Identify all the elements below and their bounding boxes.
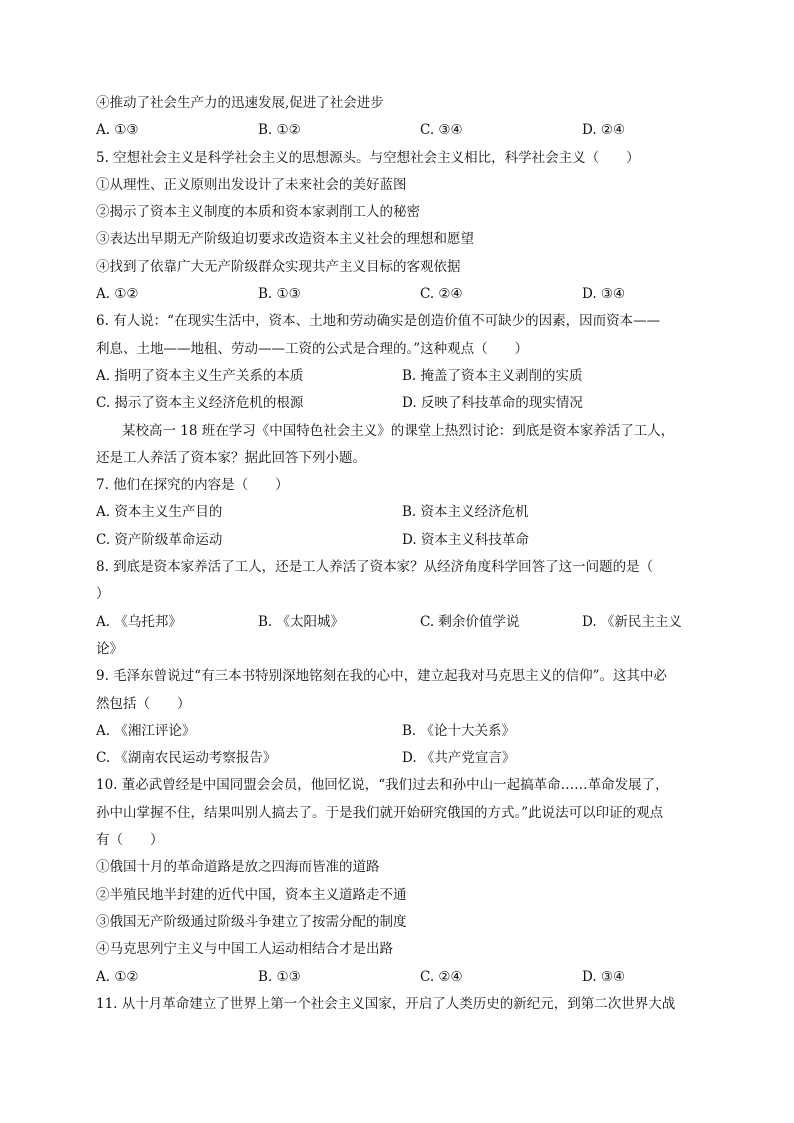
q9-stem-line-1: 9. 毛泽东曾说过“有三本书特别深地铭刻在我的心中，建立起我对马克思主义的信仰”。这其中必 xyxy=(96,668,667,685)
q5-options xyxy=(96,281,708,308)
q9-option-d[interactable]: D. 《共产党宣言》 xyxy=(402,750,516,767)
q5-option-d[interactable]: D. ③④ xyxy=(582,286,626,303)
q4-statement-4: ④推动了社会生产力的迅速发展,促进了社会进步 xyxy=(96,95,384,111)
q6-stem-line-1: 6. 有人说：“在现实生活中，资本、土地和劳动确实是创造价值不可缺少的因素，因而资本—— xyxy=(96,313,661,330)
q7-options-row-1 xyxy=(96,499,708,526)
q5-statement-3: ③表达出早期无产阶级迫切要求改造资本主义社会的理想和愿望 xyxy=(96,231,474,248)
q8-option-d-wrap: 论》 xyxy=(96,640,123,657)
q10-statement-3: ③俄国无产阶级通过阶级斗争建立了按需分配的制度 xyxy=(96,913,407,930)
q10-stem-line-3: 有（ ） xyxy=(96,832,164,849)
q4-option-a[interactable]: A. ①③ xyxy=(96,122,139,139)
q10-stem-line-2: 孙中山掌握不住，结果叫别人搞去了。于是我们就开始研究俄国的方式。”此说法可以印证的观点 xyxy=(96,804,664,821)
q10-stem-line-1: 10. 董必武曾经是中国同盟会会员，他回忆说，“我们过去和孙中山一起搞革命……革命发展了， xyxy=(96,777,669,794)
q6-option-c[interactable]: C. 揭示了资本主义经济危机的根源 xyxy=(96,395,304,412)
q8-stem-line-2: ） xyxy=(96,586,110,603)
q8-option-d[interactable]: D. 《新民主主义 xyxy=(582,613,682,630)
q6-option-a[interactable]: A. 指明了资本主义生产关系的本质 xyxy=(96,367,304,384)
q9-options-row-1 xyxy=(96,718,708,745)
q6-option-b[interactable]: B. 掩盖了资本主义剥削的实质 xyxy=(402,367,583,384)
q4-option-d[interactable]: D. ②④ xyxy=(582,122,626,139)
q9-option-a[interactable]: A. 《湘江评论》 xyxy=(96,722,196,739)
q5-statement-4: ④找到了依靠广大无产阶级群众实现共产主义目标的客观依据 xyxy=(96,258,461,275)
q7-option-b[interactable]: B. 资本主义经济危机 xyxy=(402,504,529,521)
q8-option-c[interactable]: C. 剩余价值学说 xyxy=(420,613,520,630)
passage-line-1: 某校高一 18 班在学习《中国特色社会主义》的课堂上热烈讨论：到底是资本家养活了工人， xyxy=(122,422,675,439)
q9-options-row-2 xyxy=(96,745,708,772)
q4-options xyxy=(96,117,708,144)
q10-option-d[interactable]: D. ③④ xyxy=(582,968,626,985)
q8-stem-line-1: 8. 到底是资本家养活了工人，还是工人养活了资本家？从经济角度科学回答了这一问题的是（ xyxy=(96,559,654,576)
q11-stem: 11. 从十月革命建立了世界上第一个社会主义国家，开启了人类历史的新纪元，到第二次世界大战 xyxy=(96,995,676,1012)
q6-option-d[interactable]: D. 反映了科技革命的现实情况 xyxy=(402,395,583,412)
q10-option-c[interactable]: C. ②④ xyxy=(420,968,463,985)
q7-option-a[interactable]: A. 资本主义生产目的 xyxy=(96,504,223,521)
q6-options-row-1 xyxy=(96,363,708,390)
q8-option-a[interactable]: A. 《乌托邦》 xyxy=(96,613,182,630)
q9-option-b[interactable]: B. 《论十大关系》 xyxy=(402,722,516,739)
q4-option-c[interactable]: C. ③④ xyxy=(420,122,463,139)
exam-content xyxy=(96,90,708,1018)
q7-stem: 7. 他们在探究的内容是（ ） xyxy=(96,477,289,494)
passage-line-2: 还是工人养活了资本家？据此回答下列小题。 xyxy=(96,449,366,466)
q10-statement-4: ④马克思列宁主义与中国工人运动相结合才是出路 xyxy=(96,941,393,958)
q5-statement-2: ②揭示了资本主义制度的本质和资本家剥削工人的秘密 xyxy=(96,204,420,221)
q10-statement-1: ①俄国十月的革命道路是放之四海而皆准的道路 xyxy=(96,859,380,876)
q10-options xyxy=(96,964,708,991)
q7-option-d[interactable]: D. 资本主义科技革命 xyxy=(402,531,529,548)
q7-option-c[interactable]: C. 资产阶级革命运动 xyxy=(96,531,223,548)
q9-option-c[interactable]: C. 《湖南农民运动考察报告》 xyxy=(96,750,277,767)
q8-options xyxy=(96,609,708,636)
q5-statement-1: ①从理性、正义原则出发设计了未来社会的美好蓝图 xyxy=(96,176,407,193)
q10-option-b[interactable]: B. ①③ xyxy=(258,968,301,985)
q8-option-b[interactable]: B. 《太阳城》 xyxy=(258,613,345,630)
q5-option-c[interactable]: C. ②④ xyxy=(420,286,463,303)
q9-stem-line-2: 然包括（ ） xyxy=(96,695,191,712)
q7-options-row-2 xyxy=(96,527,708,554)
q5-option-b[interactable]: B. ①③ xyxy=(258,286,301,303)
q4-option-b[interactable]: B. ①② xyxy=(258,122,301,139)
q5-stem: 5. 空想社会主义是科学社会主义的思想源头。与空想社会主义相比，科学社会主义（ ） xyxy=(96,149,640,166)
q10-statement-2: ②半殖民地半封建的近代中国，资本主义道路走不通 xyxy=(96,886,407,903)
q5-option-a[interactable]: A. ①② xyxy=(96,286,139,303)
q6-options-row-2 xyxy=(96,390,708,417)
q10-option-a[interactable]: A. ①② xyxy=(96,968,139,985)
q6-stem-line-2: 利息、土地——地租、劳动——工资的公式是合理的。”这种观点（ ） xyxy=(96,340,529,357)
